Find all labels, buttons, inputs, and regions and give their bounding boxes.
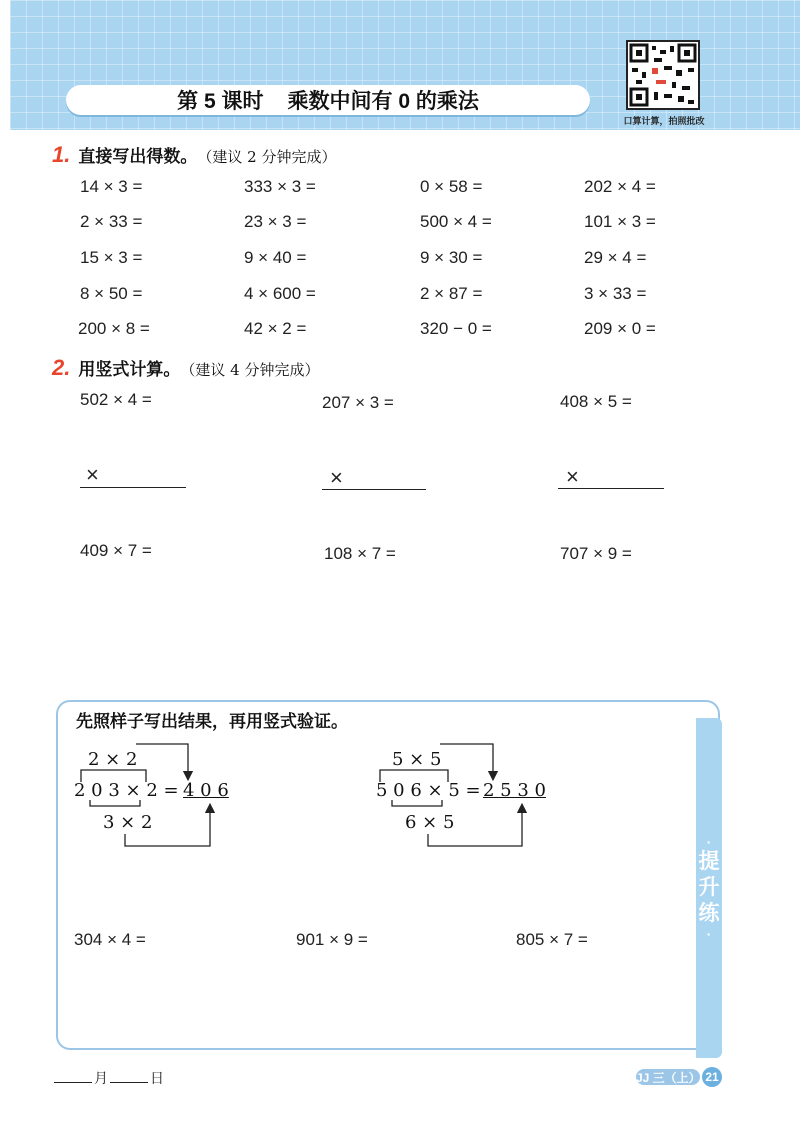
oral-problem: 4 × 600 = bbox=[244, 284, 316, 303]
section1-instruction: 直接写出得数。 bbox=[78, 147, 198, 166]
oral-problem: 2 × 33 = bbox=[80, 212, 143, 231]
oral-problem: 0 × 58 = bbox=[420, 177, 483, 196]
vertical-problem: 108 × 7 = bbox=[324, 544, 396, 563]
multiply-sign-icon: × bbox=[330, 465, 343, 490]
oral-problem: 14 × 3 = bbox=[80, 177, 143, 196]
month-label: 月 bbox=[94, 1070, 108, 1086]
example2-bottom-hint: 6 × 5 bbox=[405, 812, 455, 833]
vertical-problem: 408 × 5 = bbox=[560, 392, 632, 411]
lesson-number: 第 5 课时 bbox=[177, 90, 264, 113]
lesson-title: 乘数中间有 0 的乘法 bbox=[287, 90, 479, 113]
oral-problem: 15 × 3 = bbox=[80, 248, 143, 267]
multiply-sign-icon: × bbox=[566, 464, 579, 489]
section1-hint: （建议 2 分钟完成） bbox=[197, 148, 337, 166]
month-blank[interactable] bbox=[54, 1082, 92, 1083]
example1-top-hint: 2 × 2 bbox=[88, 749, 138, 770]
oral-problem: 9 × 30 = bbox=[420, 248, 483, 267]
tab-char: 练 bbox=[698, 902, 720, 925]
oral-problem: 320 − 0 = bbox=[420, 319, 492, 338]
vertical-calc-line bbox=[322, 489, 426, 490]
oral-problem: 500 × 4 = bbox=[420, 212, 492, 231]
qr-pattern bbox=[628, 42, 698, 108]
vertical-problem: 502 × 4 = bbox=[80, 390, 152, 409]
grade-badge: JJ 三（上） bbox=[636, 1070, 701, 1085]
vertical-calc-line bbox=[80, 487, 186, 488]
practice-box bbox=[56, 700, 720, 1050]
oral-problem: 3 × 33 = bbox=[584, 284, 647, 303]
oral-problem: 200 × 8 = bbox=[78, 319, 150, 338]
day-blank[interactable] bbox=[110, 1082, 148, 1083]
oral-problem: 101 × 3 = bbox=[584, 212, 656, 231]
example2-top-hint: 5 × 5 bbox=[392, 749, 442, 770]
vertical-problem: 707 × 9 = bbox=[560, 544, 632, 563]
tab-char: 提 bbox=[698, 850, 720, 873]
day-label: 日 bbox=[150, 1070, 164, 1086]
vertical-calc-line bbox=[558, 488, 664, 489]
oral-problem: 209 × 0 = bbox=[584, 319, 656, 338]
example1-bottom-hint: 3 × 2 bbox=[103, 812, 153, 833]
qr-code-icon[interactable] bbox=[626, 40, 700, 110]
section2-instruction: 用竖式计算。 bbox=[78, 360, 181, 379]
lesson-title-banner bbox=[66, 85, 590, 115]
page-number: 21 bbox=[702, 1067, 722, 1087]
section2-title bbox=[52, 355, 319, 381]
example2-result: 2 5 3 0 bbox=[483, 780, 546, 801]
vertical-problem: 409 × 7 = bbox=[80, 541, 152, 560]
oral-problem: 9 × 40 = bbox=[244, 248, 307, 267]
tab-dot: · bbox=[706, 926, 712, 942]
oral-problem: 2 × 87 = bbox=[420, 284, 483, 303]
tab-char: 升 bbox=[698, 876, 720, 899]
oral-problem: 8 × 50 = bbox=[80, 284, 143, 303]
practice-side-tab bbox=[696, 718, 722, 1058]
vertical-problem: 207 × 3 = bbox=[322, 393, 394, 412]
practice-title: 先照样子写出结果，再用竖式验证。 bbox=[76, 712, 348, 731]
practice-problem: 304 × 4 = bbox=[74, 930, 146, 949]
oral-problem: 42 × 2 = bbox=[244, 319, 307, 338]
example1-result: 4 0 6 bbox=[183, 780, 229, 801]
oral-problem: 29 × 4 = bbox=[584, 248, 647, 267]
practice-problem: 901 × 9 = bbox=[296, 930, 368, 949]
example1-expression: 2 0 3 × 2 = bbox=[74, 780, 179, 801]
multiply-sign-icon: × bbox=[86, 462, 99, 487]
section1-title bbox=[52, 142, 336, 168]
date-field[interactable] bbox=[52, 1068, 164, 1088]
oral-problem: 202 × 4 = bbox=[584, 177, 656, 196]
section1-number: 1. bbox=[52, 142, 71, 167]
oral-problem: 23 × 3 = bbox=[244, 212, 307, 231]
section2-hint: （建议 4 分钟完成） bbox=[180, 361, 320, 379]
tab-dot: · bbox=[706, 834, 712, 850]
practice-problem: 805 × 7 = bbox=[516, 930, 588, 949]
qr-caption: 口算计算，拍照批改 bbox=[623, 116, 705, 126]
example2-expression: 5 0 6 × 5 = bbox=[376, 780, 481, 801]
section2-number: 2. bbox=[52, 355, 71, 380]
oral-problem: 333 × 3 = bbox=[244, 177, 316, 196]
